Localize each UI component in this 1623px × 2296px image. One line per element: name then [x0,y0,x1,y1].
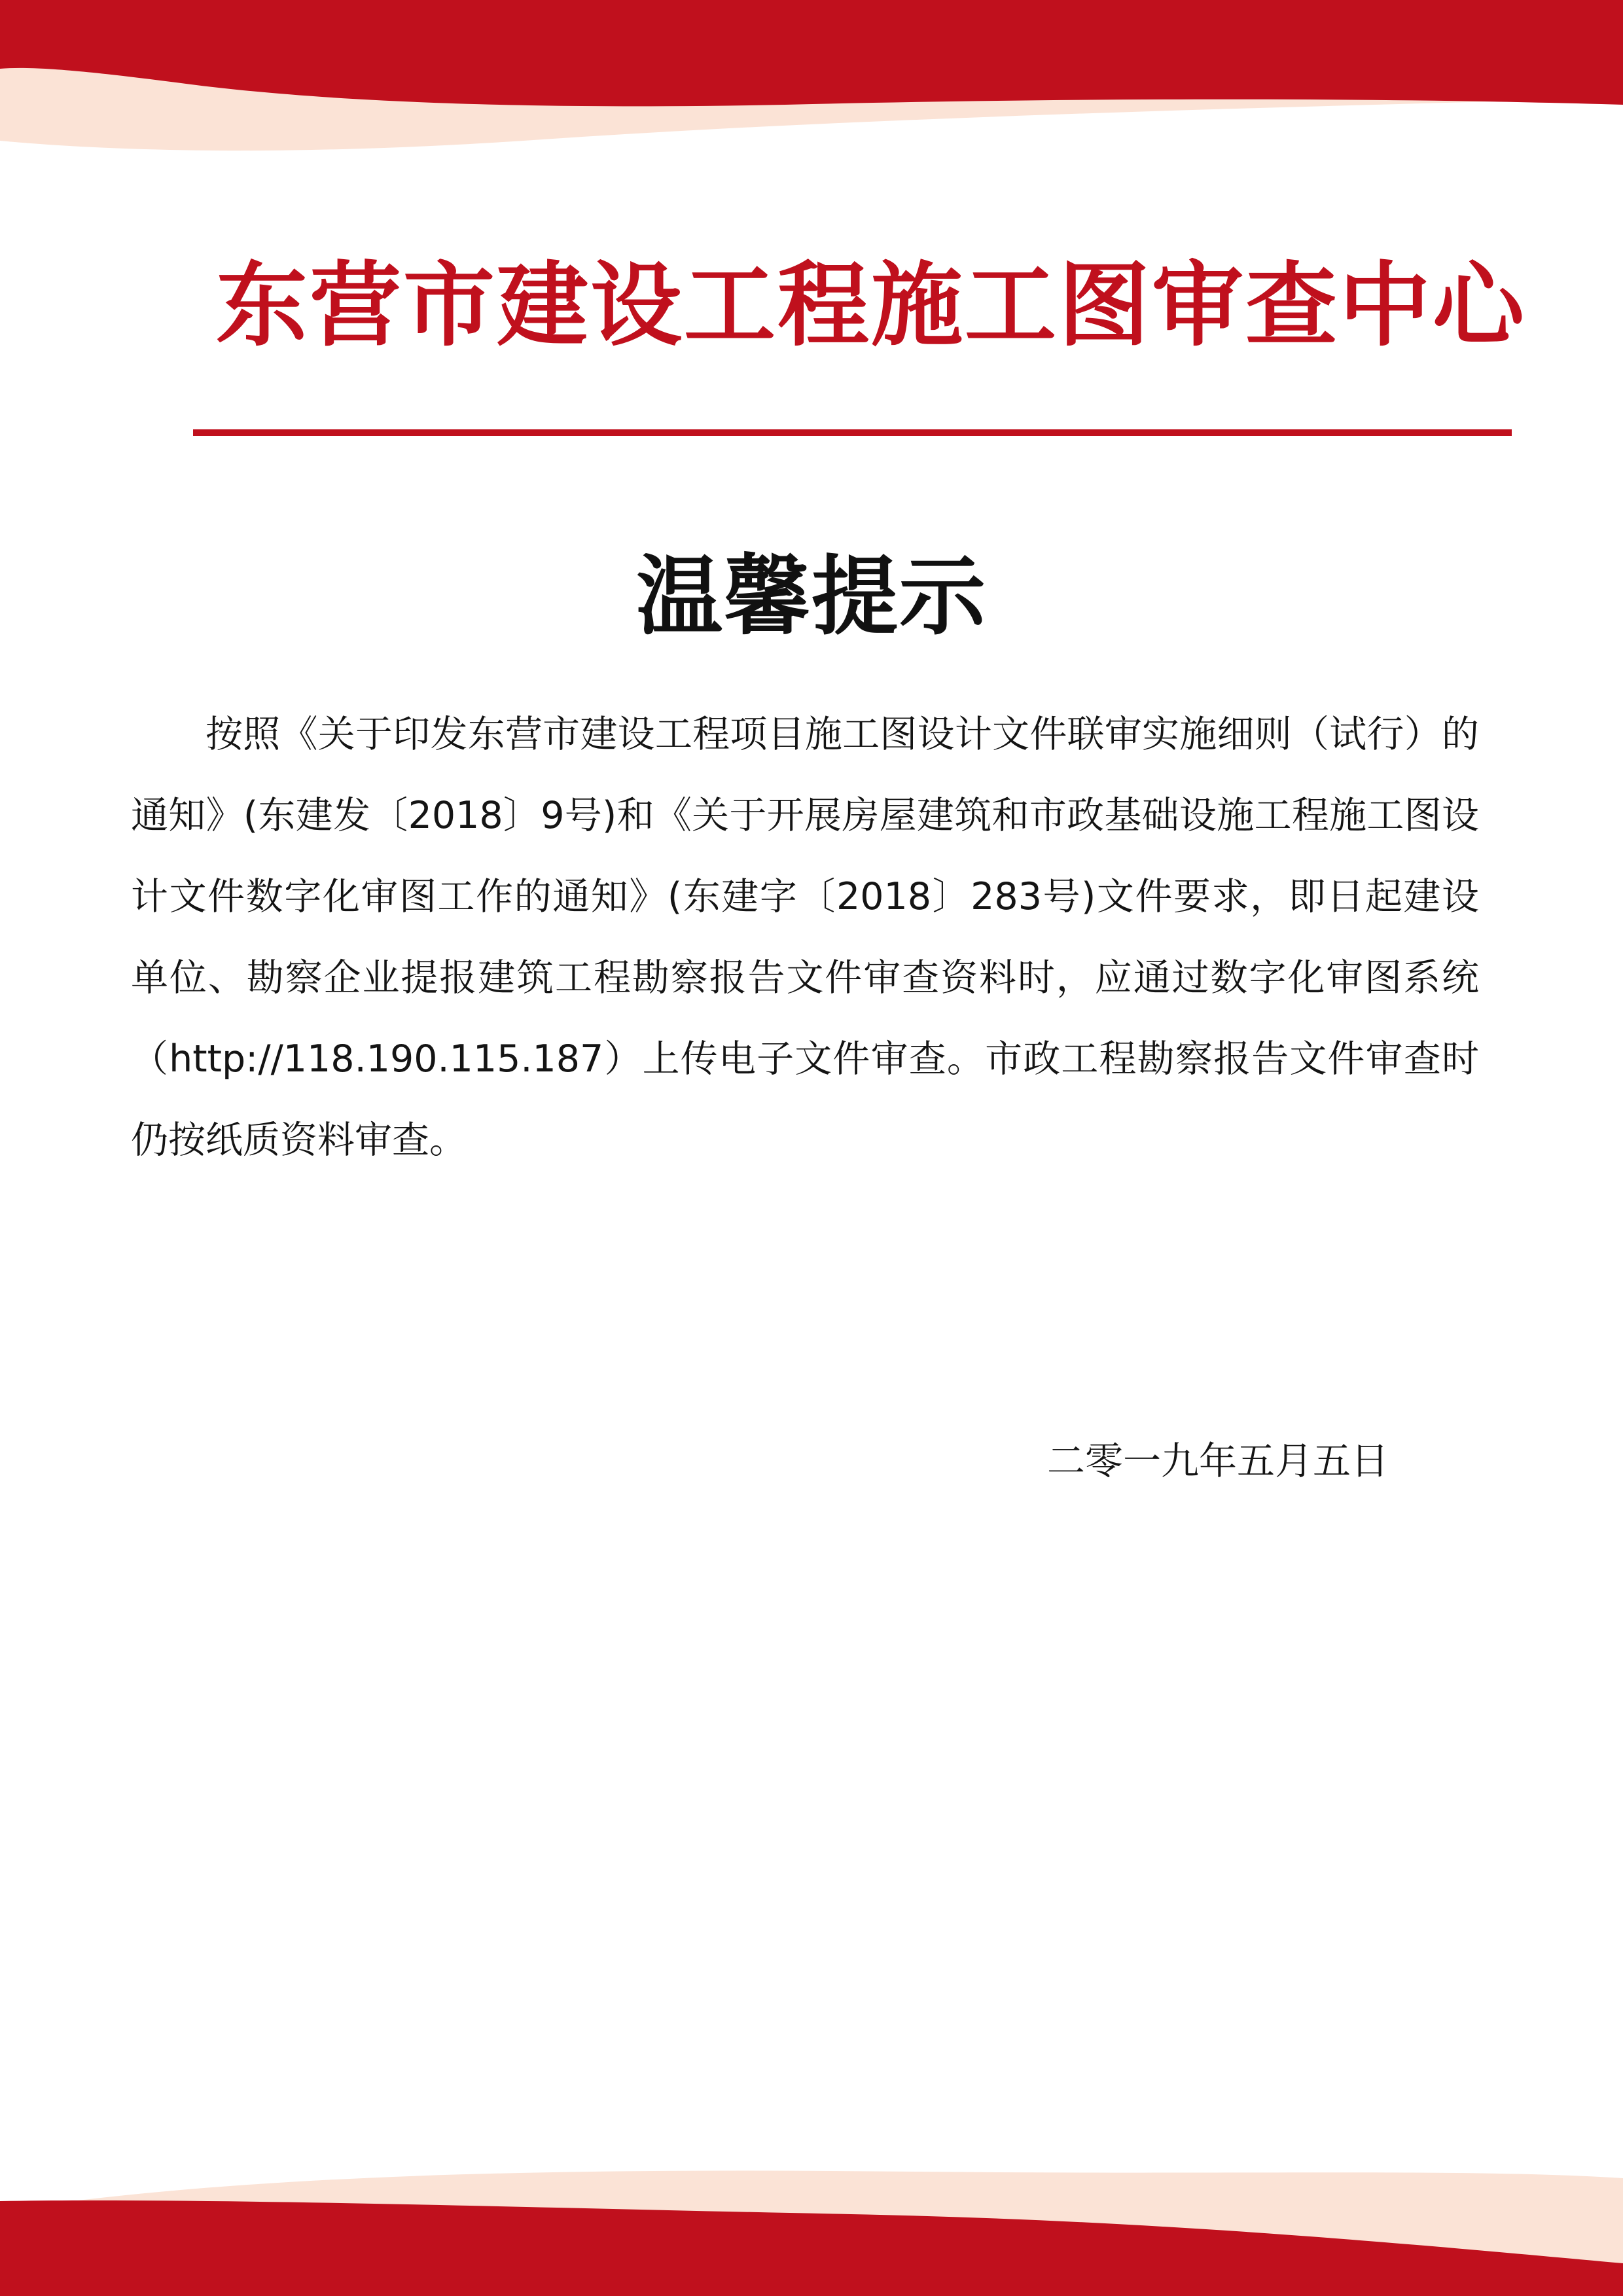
top-wave-banner [0,0,1623,170]
issue-date: 二零一九年五月五日 [1047,1439,1389,1483]
bottom-wave-banner [0,2100,1623,2296]
header-divider [193,429,1512,436]
organization-title: 东营市建设工程施工图审查中心 [216,253,1527,359]
notice-title: 温馨提示 [636,547,987,647]
top-wave-red [0,0,1623,106]
notice-body: 按照《关于印发东营市建设工程项目施工图设计文件联审实施细则（试行）的通知》(东建发〔2018〕9号)和《关于开展房屋建筑和市政基础设施工程施工图设计文件数字化审图工作的通知》(东建字〔2018〕283号)文件要求，即日起建设单位、勘察企业提报建筑工程勘察报告文件审查资料时，应通过数字化审图系统（http://118.190.115.187）上传电子文件审查。市政工程勘察报告文件审查时仍按纸质资料审查。 [131,713,1479,1162]
